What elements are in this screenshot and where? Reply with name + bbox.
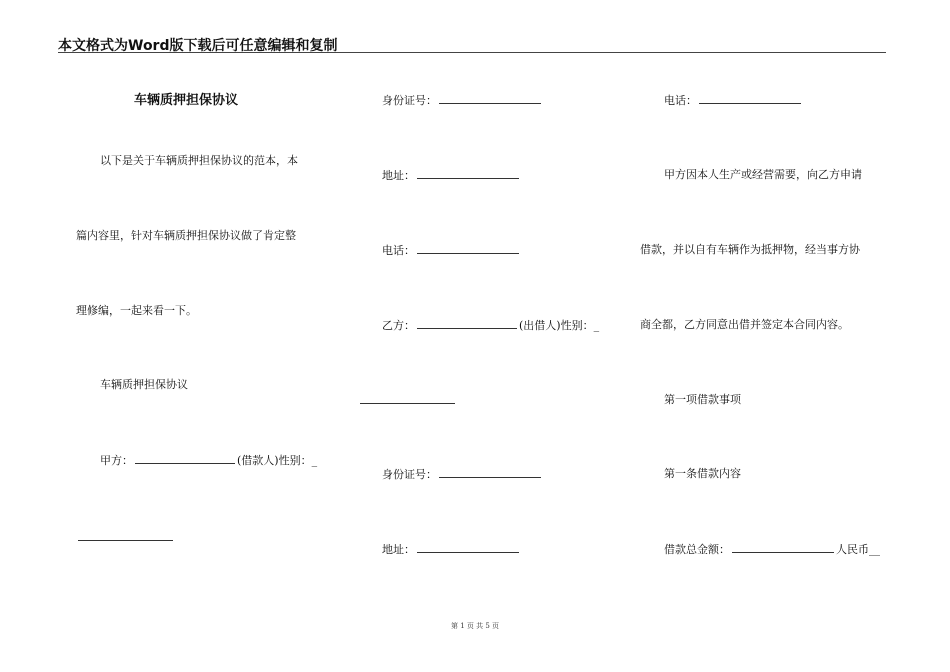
id-number-blank (439, 467, 541, 478)
purpose-line-2: 借款，并以自有车辆作为抵押物，经当事方协 (640, 243, 860, 256)
party-a-label: 甲方： (100, 454, 133, 467)
section-heading: 第一项借款事项 (664, 393, 741, 406)
party-a-gender-blank-line (76, 530, 175, 545)
id-number-blank (439, 93, 541, 104)
id-number-label: 身份证号： (382, 468, 437, 481)
purpose-line-1: 甲方因本人生产或经营需要，向乙方申请 (664, 168, 862, 181)
intro-line-1: 以下是关于车辆质押担保协议的范本，本 (100, 154, 298, 167)
column-3 (640, 0, 890, 672)
intro-line-2: 篇内容里，针对车辆质押担保协议做了肯定整 (76, 229, 296, 242)
phone-label: 电话： (664, 94, 697, 107)
gender-blank (78, 530, 173, 541)
gender-blank (360, 393, 455, 404)
address-label: 地址： (382, 543, 415, 556)
address-line-1 (382, 168, 521, 183)
loan-currency: 人民币__ (836, 543, 880, 556)
party-b-gender-blank-line (358, 393, 457, 408)
phone-label: 电话： (382, 244, 415, 257)
address-label: 地址： (382, 169, 415, 182)
intro-line-3: 理修编，一起来看一下。 (76, 304, 197, 317)
party-b-line (382, 318, 599, 333)
phone-line-1 (382, 243, 521, 258)
loan-amount-line (664, 542, 880, 557)
party-b-role: (出借人)性别：_ (519, 319, 600, 332)
id-number-label: 身份证号： (382, 94, 437, 107)
phone-line-2 (664, 93, 803, 108)
party-a-name-blank (135, 453, 235, 464)
clause-heading: 第一条借款内容 (664, 467, 741, 480)
party-b-name-blank (417, 318, 517, 329)
id-number-line-1 (382, 93, 543, 108)
page-number: 第 1 页 共 5 页 (450, 622, 500, 630)
party-a-line (100, 453, 317, 468)
agreement-subtitle: 车辆质押担保协议 (100, 378, 188, 391)
phone-blank (699, 93, 801, 104)
loan-total-label: 借款总金额： (664, 543, 730, 556)
page-header-title: 本文格式为Word版下载后可任意编辑和复制 (58, 38, 338, 54)
purpose-line-3: 商全都，乙方同意出借并签定本合同内容。 (640, 318, 849, 331)
address-line-2 (382, 542, 521, 557)
id-number-line-2 (382, 467, 543, 482)
column-2 (358, 0, 618, 672)
party-b-label: 乙方： (382, 319, 415, 332)
address-blank (417, 542, 519, 553)
column-1 (76, 0, 324, 672)
party-a-role: (借款人)性别：_ (237, 454, 318, 467)
loan-amount-blank (732, 542, 834, 553)
address-blank (417, 168, 519, 179)
document-title: 车辆质押担保协议 (134, 93, 239, 108)
phone-blank (417, 243, 519, 254)
